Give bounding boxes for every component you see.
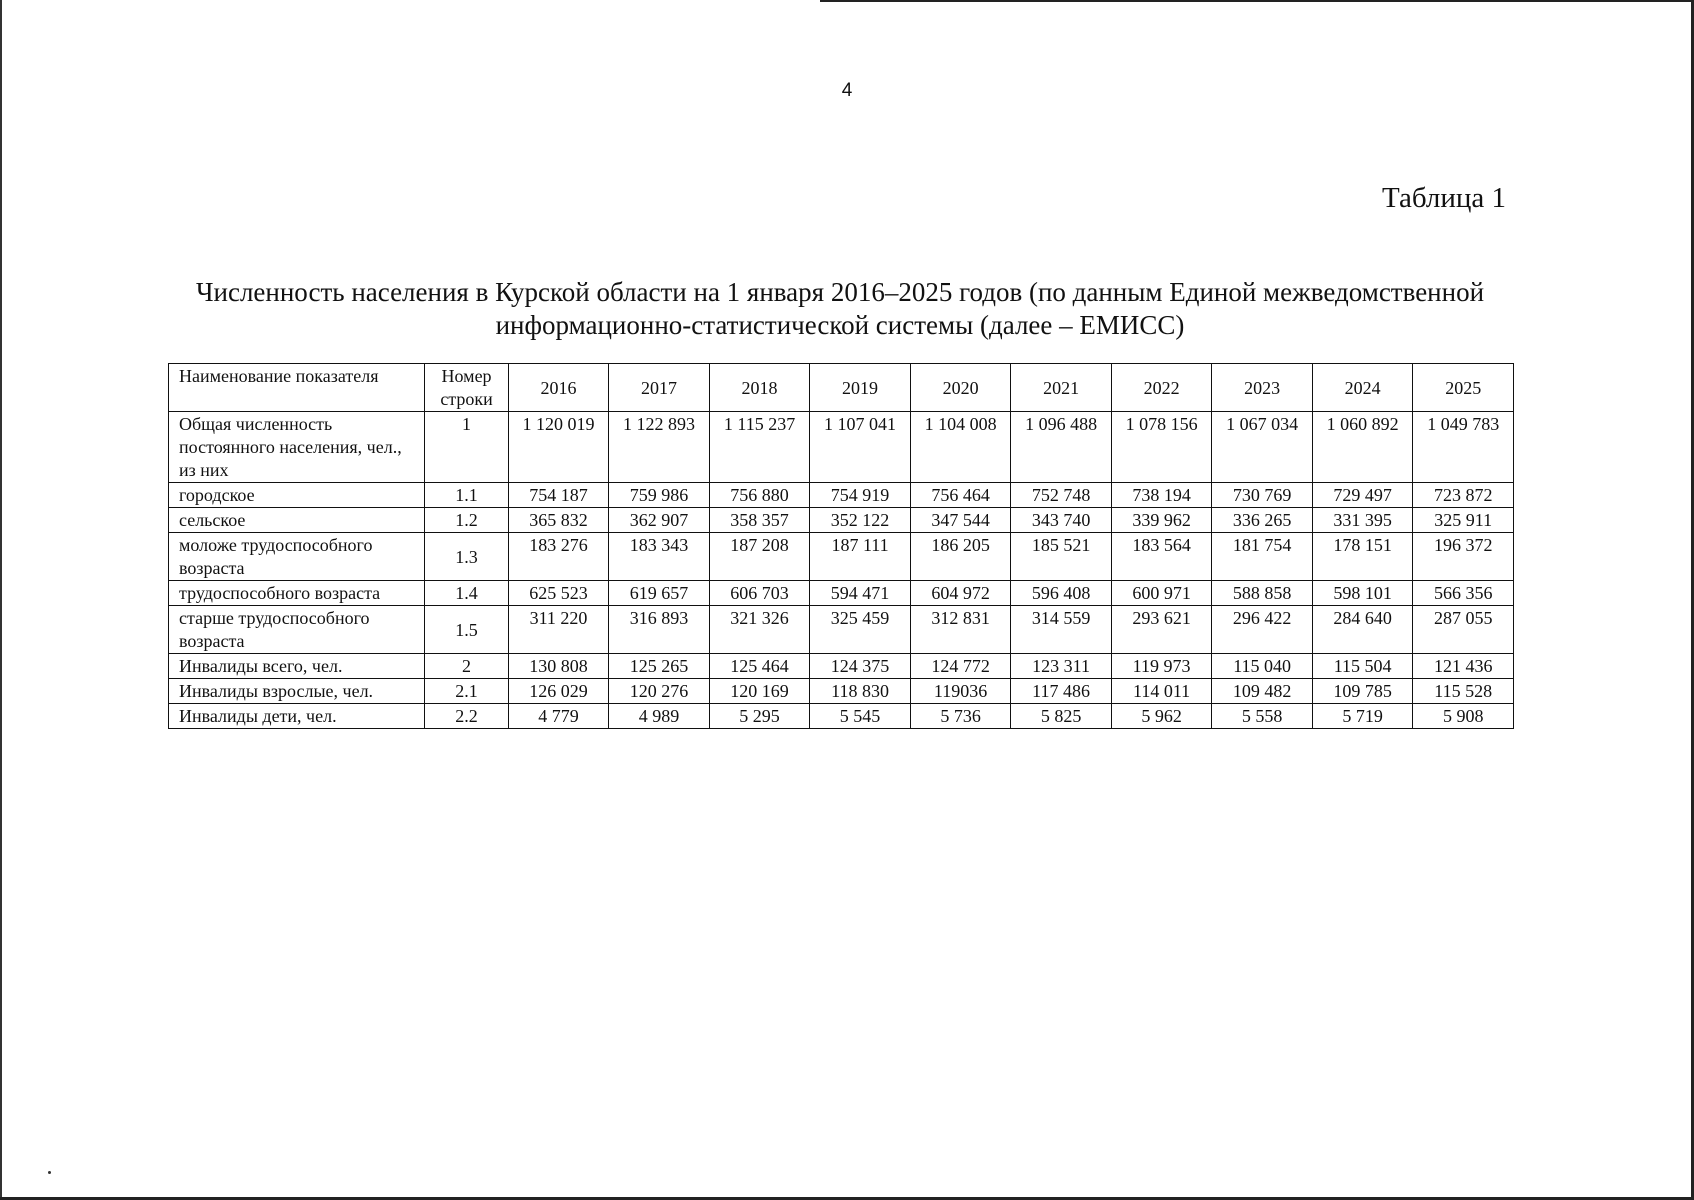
cell-value: 365 832 (508, 508, 609, 533)
table-row (169, 581, 1514, 606)
table-row (169, 679, 1514, 704)
header-year: 2018 (709, 364, 810, 412)
row-name: моложе трудоспособного возраста (169, 533, 425, 581)
row-name: Общая численность постоянного населения, чел., из них (169, 412, 425, 483)
cell-value: 625 523 (508, 581, 609, 606)
cell-value: 604 972 (910, 581, 1011, 606)
header-year: 2017 (609, 364, 710, 412)
title-line-1: Численность населения в Курской области на 1 января 2016–2025 годов (по данным Единой межведомственной (195, 277, 1485, 307)
row-name: Инвалиды дети, чел. (169, 704, 425, 729)
cell-value: 5 719 (1312, 704, 1413, 729)
cell-value: 336 265 (1212, 508, 1313, 533)
cell-value: 183 564 (1111, 533, 1212, 581)
cell-value: 314 559 (1011, 606, 1112, 654)
cell-value: 600 971 (1111, 581, 1212, 606)
cell-value: 125 464 (709, 654, 810, 679)
header-indicator-name: Наименование показателя (169, 364, 425, 412)
table-caption: Таблица 1 (1381, 182, 1506, 214)
row-name: Инвалиды взрослые, чел. (169, 679, 425, 704)
row-name: сельское (169, 508, 425, 533)
cell-value: 343 740 (1011, 508, 1112, 533)
row-name: трудоспособного возраста (169, 581, 425, 606)
table-row (169, 704, 1514, 729)
cell-value: 594 471 (810, 581, 911, 606)
cell-value: 352 122 (810, 508, 911, 533)
cell-value: 109 785 (1312, 679, 1413, 704)
cell-value: 754 919 (810, 483, 911, 508)
cell-value: 124 375 (810, 654, 911, 679)
cell-value: 4 989 (609, 704, 710, 729)
header-year: 2023 (1212, 364, 1313, 412)
cell-value: 187 208 (709, 533, 810, 581)
row-number: 1.1 (425, 483, 508, 508)
scan-edge-top (820, 0, 1694, 2)
cell-value: 331 395 (1312, 508, 1413, 533)
cell-value: 117 486 (1011, 679, 1112, 704)
table-header-row (169, 364, 1514, 412)
cell-value: 1 096 488 (1011, 412, 1112, 483)
header-year: 2019 (810, 364, 911, 412)
cell-value: 183 343 (609, 533, 710, 581)
cell-value: 183 276 (508, 533, 609, 581)
cell-value: 5 545 (810, 704, 911, 729)
header-year: 2022 (1111, 364, 1212, 412)
cell-value: 1 104 008 (910, 412, 1011, 483)
header-year: 2020 (910, 364, 1011, 412)
cell-value: 347 544 (910, 508, 1011, 533)
row-number: 1.3 (425, 533, 508, 581)
cell-value: 729 497 (1312, 483, 1413, 508)
cell-value: 321 326 (709, 606, 810, 654)
cell-value: 1 120 019 (508, 412, 609, 483)
cell-value: 756 464 (910, 483, 1011, 508)
table-row (169, 533, 1514, 581)
cell-value: 119 973 (1111, 654, 1212, 679)
cell-value: 1 060 892 (1312, 412, 1413, 483)
cell-value: 126 029 (508, 679, 609, 704)
cell-value: 316 893 (609, 606, 710, 654)
cell-value: 287 055 (1413, 606, 1514, 654)
cell-value: 5 908 (1413, 704, 1514, 729)
cell-value: 596 408 (1011, 581, 1112, 606)
cell-value: 123 311 (1011, 654, 1112, 679)
cell-value: 119036 (910, 679, 1011, 704)
cell-value: 325 911 (1413, 508, 1514, 533)
cell-value: 339 962 (1111, 508, 1212, 533)
cell-value: 121 436 (1413, 654, 1514, 679)
document-title (150, 276, 1530, 342)
cell-value: 752 748 (1011, 483, 1112, 508)
row-number: 1.4 (425, 581, 508, 606)
cell-value: 606 703 (709, 581, 810, 606)
cell-value: 1 122 893 (609, 412, 710, 483)
cell-value: 5 558 (1212, 704, 1313, 729)
cell-value: 730 769 (1212, 483, 1313, 508)
cell-value: 311 220 (508, 606, 609, 654)
cell-value: 1 049 783 (1413, 412, 1514, 483)
row-number: 1 (425, 412, 508, 483)
table-row (169, 508, 1514, 533)
header-row-number: Номер строки (425, 364, 508, 412)
cell-value: 125 265 (609, 654, 710, 679)
cell-value: 566 356 (1413, 581, 1514, 606)
cell-value: 759 986 (609, 483, 710, 508)
cell-value: 185 521 (1011, 533, 1112, 581)
cell-value: 186 205 (910, 533, 1011, 581)
scan-speck (48, 1171, 51, 1174)
cell-value: 619 657 (609, 581, 710, 606)
cell-value: 181 754 (1212, 533, 1313, 581)
cell-value: 1 078 156 (1111, 412, 1212, 483)
row-name: городское (169, 483, 425, 508)
cell-value: 1 115 237 (709, 412, 810, 483)
cell-value: 114 011 (1111, 679, 1212, 704)
cell-value: 4 779 (508, 704, 609, 729)
row-name: Инвалиды всего, чел. (169, 654, 425, 679)
cell-value: 358 357 (709, 508, 810, 533)
header-year: 2016 (508, 364, 609, 412)
cell-value: 196 372 (1413, 533, 1514, 581)
header-year: 2021 (1011, 364, 1112, 412)
cell-value: 187 111 (810, 533, 911, 581)
cell-value: 293 621 (1111, 606, 1212, 654)
cell-value: 325 459 (810, 606, 911, 654)
header-year: 2025 (1413, 364, 1514, 412)
cell-value: 738 194 (1111, 483, 1212, 508)
table-row (169, 654, 1514, 679)
table-row (169, 483, 1514, 508)
cell-value: 120 169 (709, 679, 810, 704)
cell-value: 1 067 034 (1212, 412, 1313, 483)
cell-value: 118 830 (810, 679, 911, 704)
scan-edge-left (0, 0, 2, 1200)
row-number: 2.2 (425, 704, 508, 729)
cell-value: 115 040 (1212, 654, 1313, 679)
cell-value: 1 107 041 (810, 412, 911, 483)
cell-value: 284 640 (1312, 606, 1413, 654)
cell-value: 312 831 (910, 606, 1011, 654)
cell-value: 120 276 (609, 679, 710, 704)
cell-value: 598 101 (1312, 581, 1413, 606)
row-number: 2 (425, 654, 508, 679)
row-number: 1.2 (425, 508, 508, 533)
table-row (169, 606, 1514, 654)
cell-value: 115 504 (1312, 654, 1413, 679)
cell-value: 130 808 (508, 654, 609, 679)
cell-value: 588 858 (1212, 581, 1313, 606)
header-year: 2024 (1312, 364, 1413, 412)
page-number: 4 (841, 80, 853, 101)
cell-value: 124 772 (910, 654, 1011, 679)
title-line-2: информационно-статистической системы (далее – ЕМИСС) (495, 310, 1185, 340)
row-number: 2.1 (425, 679, 508, 704)
cell-value: 5 736 (910, 704, 1011, 729)
cell-value: 115 528 (1413, 679, 1514, 704)
population-table (168, 363, 1514, 729)
row-name: старше трудоспособного возраста (169, 606, 425, 654)
table-row (169, 412, 1514, 483)
cell-value: 5 295 (709, 704, 810, 729)
cell-value: 5 962 (1111, 704, 1212, 729)
cell-value: 109 482 (1212, 679, 1313, 704)
cell-value: 178 151 (1312, 533, 1413, 581)
cell-value: 362 907 (609, 508, 710, 533)
cell-value: 296 422 (1212, 606, 1313, 654)
cell-value: 5 825 (1011, 704, 1112, 729)
cell-value: 756 880 (709, 483, 810, 508)
row-number: 1.5 (425, 606, 508, 654)
cell-value: 754 187 (508, 483, 609, 508)
cell-value: 723 872 (1413, 483, 1514, 508)
